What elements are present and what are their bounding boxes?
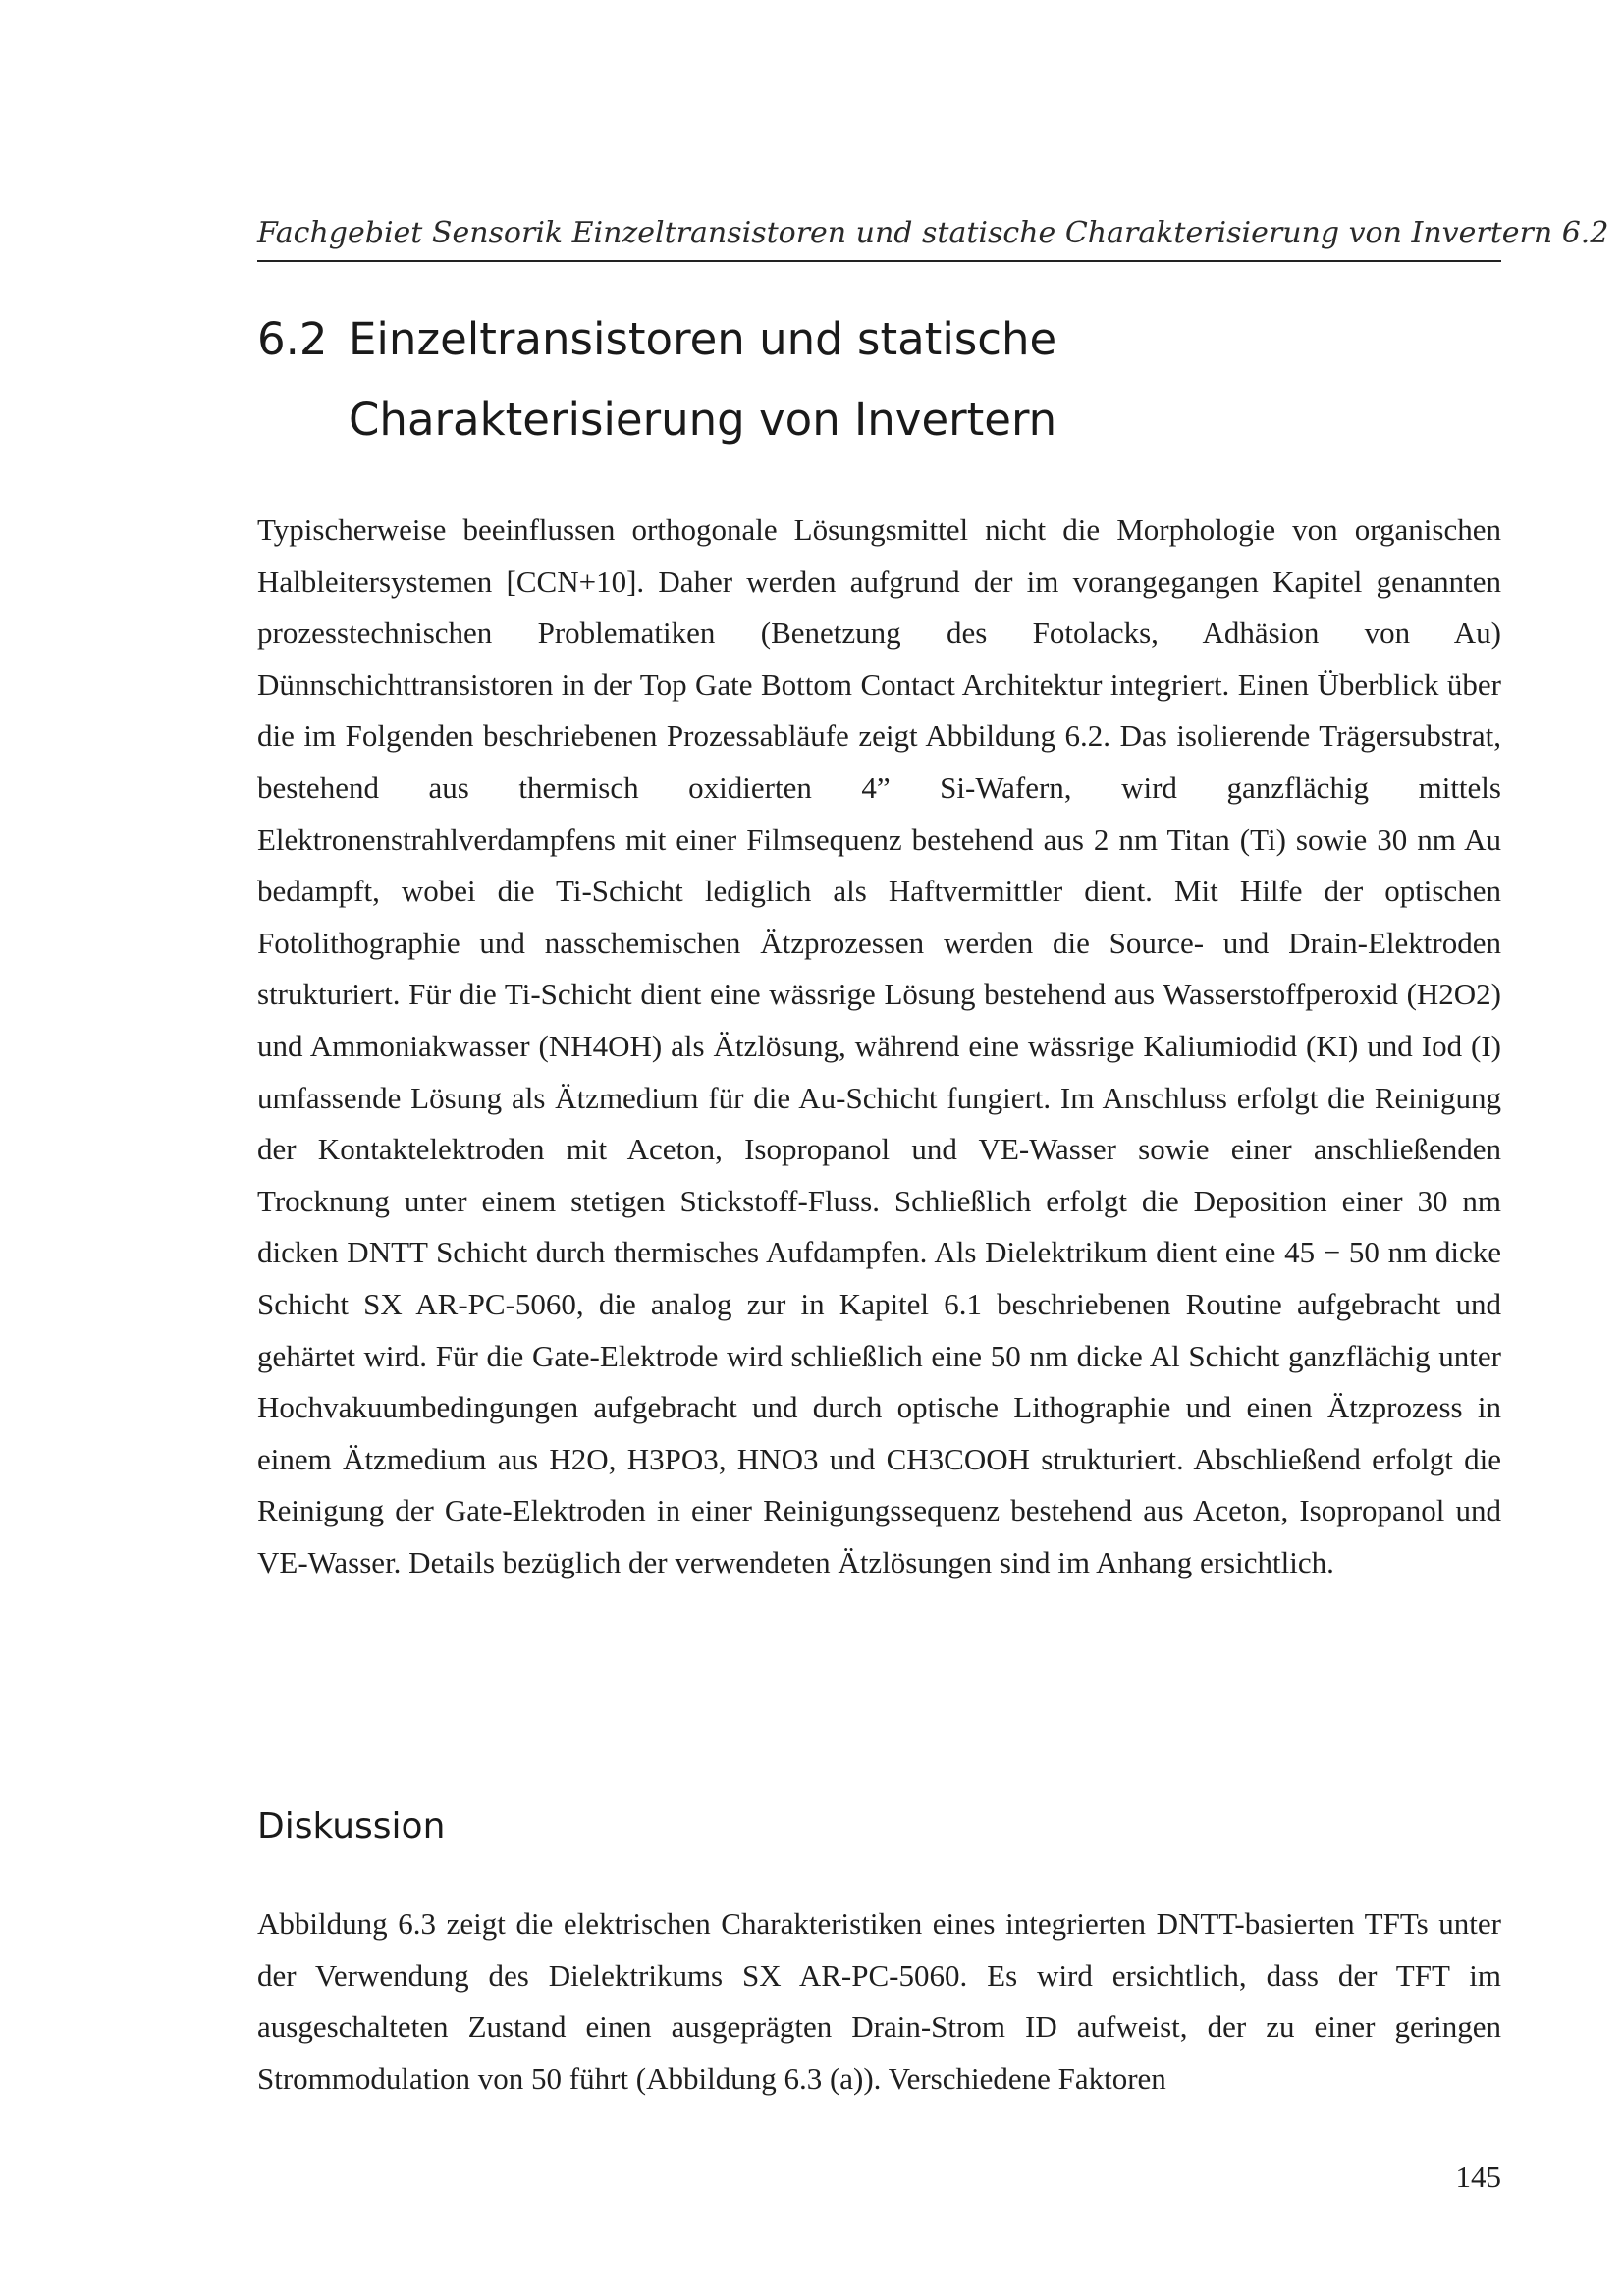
section-number: 6.2 [257, 313, 328, 365]
section-title: Einzeltransistoren und statische Charakterisierung von Invertern [349, 313, 1057, 446]
header-rule [257, 260, 1501, 262]
subsection-heading: Diskussion [257, 1806, 446, 1846]
body-paragraph-1: Typischerweise beeinflussen orthogonale Lösungsmittel nicht die Morphologie von organischen Halbleitersystemen [CCN+10]. Daher werden aufgrund der im vorangegangen Kapitel genannten prozesstechnischen Problematiken (Benetzung des Fotolacks, Adhäsion von Au) Dünnschichttransistoren in der Top Gate Bottom Contact Architektur integriert. Einen Überblick über die im Folgenden beschriebenen Prozessabläufe zeigt Abbildung 6.2. Das isolierende Trägersubstrat, bestehend aus thermisch oxidierten 4” Si-Wafern, wird ganzflächig mittels Elektronenstrahlverdampfens mit einer Filmsequenz bestehend aus 2 nm Titan (Ti) sowie 30 nm Au bedampft, wobei die Ti-Schicht lediglich als Haftvermittler dient. Mit Hilfe der optischen Fotolithographie und nasschemischen Ätzprozessen werden die Source- und Drain-Elektroden strukturiert. Für die Ti-Schicht dient eine wässrige Lösung bestehend aus Wasserstoffperoxid (H2O2) und Ammoniakwasser (NH4OH) als Ätzlösung, während eine wässrige Kaliumiodid (KI) und Iod (I) umfassende Lösung als Ätzmedium für die Au-Schicht fungiert. Im Anschluss erfolgt die Reinigung der Kontaktelektroden mit Aceton, Isopropanol und VE-Wasser sowie einer anschließenden Trocknung unter einem stetigen Stickstoff-Fluss. Schließlich erfolgt die Deposition einer 30 nm dicken DNTT Schicht durch thermisches Aufdampfen. Als Dielektrikum dient eine 45 − 50 nm dicke Schicht SX AR-PC-5060, die analog zur in Kapitel 6.1 beschriebenen Routine aufgebracht und gehärtet wird. Für die Gate-Elektrode wird schließlich eine 50 nm dicke Al Schicht ganzflächig unter Hochvakuumbedingungen aufgebracht und durch optische Lithographie und einen Ätzprozess in einem Ätzmedium aus H2O, H3PO3, HNO3 und CH3COOH strukturiert. Abschließend erfolgt die Reinigung der Gate-Elektroden in einer Reinigungssequenz bestehend aus Aceton, Isopropanol und VE-Wasser. Details bezüglich der verwendeten Ätzlösungen sind im Anhang ersichtlich. [257, 512, 1501, 1579]
section-heading [257, 299, 1501, 460]
body-paragraph-2: Abbildung 6.3 zeigt die elektrischen Charakteristiken eines integrierten DNTT-basierten TFTs unter der Verwendung des Dielektrikums SX AR-PC-5060. Es wird ersichtlich, dass der TFT im ausgeschalteten Zustand einen ausgeprägten Drain-Strom ID aufweist, der zu einer geringen Strommodulation von 50 führt (Abbildung 6.3 (a)). Verschiedene Faktoren [257, 1906, 1501, 2096]
running-header: Fachgebiet Sensorik Einzeltransistoren und statische Charakterisierung von Invertern 6.2 [257, 216, 1609, 250]
page-number: 145 [1455, 2160, 1501, 2194]
